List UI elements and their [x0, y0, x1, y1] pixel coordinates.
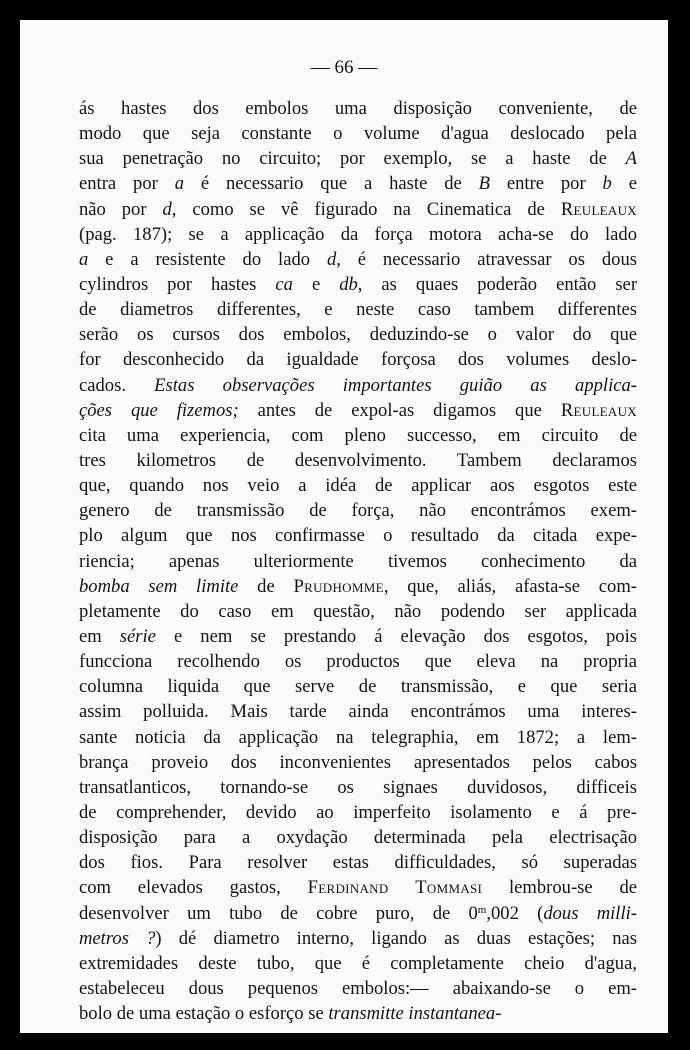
- text-run: desenvolver um tubo de cobre puro, de 0: [79, 902, 478, 924]
- text-line: [79, 121, 637, 146]
- text-line: [79, 322, 637, 347]
- text-line: [79, 247, 637, 272]
- text-run: de diametros differentes, e neste caso tambem differentes: [79, 299, 637, 321]
- italic-run: a: [174, 173, 184, 195]
- text-run: transatlanticos, tornando-se os signaes duvidosos, difficeis: [79, 776, 637, 798]
- text-run: cados.: [79, 374, 155, 396]
- text-run: e: [292, 273, 340, 295]
- text-run: entra por: [79, 173, 175, 195]
- italic-run: ções que fizemos;: [79, 399, 239, 421]
- text-line: [79, 197, 637, 222]
- text-run: for desconhecido da igualdade forçosa dos volumes deslo-: [79, 349, 637, 371]
- text-line: [79, 951, 637, 976]
- text-run: em: [79, 625, 120, 647]
- text-line: [79, 498, 637, 523]
- text-run: de comprehender, devido ao imperfeito isolamento e á pre-: [79, 801, 637, 823]
- text-run: , que, aliás, afasta-se com-: [383, 575, 637, 597]
- text-run: , é necessario atravessar os dous: [336, 248, 637, 270]
- small-caps-name: Ferdinand Tommasi: [307, 877, 483, 899]
- text-line: [79, 448, 637, 473]
- italic-run: transmitte instantanea-: [328, 1003, 502, 1025]
- text-run: e a resistente do lado: [88, 248, 327, 270]
- italic-run: b: [602, 173, 612, 195]
- text-line: [79, 599, 637, 624]
- text-line: [79, 725, 637, 750]
- text-line: [79, 1001, 637, 1026]
- text-run: sante noticia da applicação na telegraphia, em 1872; a lem-: [79, 726, 637, 748]
- text-line: [79, 875, 637, 900]
- italic-run: d: [326, 248, 337, 270]
- text-run: serão os cursos dos embolos, deduzindo-se o valor do que: [79, 324, 637, 346]
- text-line: [79, 825, 637, 850]
- text-run: de: [238, 575, 294, 597]
- text-run: disposição para a oxydação determinada pela electrisação: [79, 827, 637, 849]
- text-run: extremidades deste tubo, que é completamente cheio d'agua,: [79, 952, 637, 974]
- italic-run: d: [162, 198, 172, 220]
- text-run: com elevados gastos,: [79, 877, 308, 899]
- text-line: [79, 624, 637, 649]
- text-run: que, quando nos veio a idéa de applicar aos esgotos este: [79, 475, 637, 497]
- text-line: [79, 800, 637, 825]
- text-run: e nem se prestando á elevação dos esgotos, pois: [155, 625, 637, 647]
- text-run: columna liquida que serve de transmissão, e que seria: [79, 676, 637, 698]
- text-line: [79, 146, 637, 171]
- italic-run: série: [119, 625, 156, 647]
- italic-run: db: [339, 273, 358, 295]
- text-line: [79, 850, 637, 875]
- text-line: [79, 272, 637, 297]
- text-run: genero de transmissão de força, não encontrámos exem-: [79, 500, 637, 522]
- text-run: entre por: [489, 173, 603, 195]
- text-line: [79, 901, 637, 926]
- text-line: [79, 775, 637, 800]
- text-run: é necessario que a haste de: [183, 173, 479, 195]
- superscript: m: [477, 903, 487, 916]
- text-line: [79, 473, 637, 498]
- text-line: [79, 674, 637, 699]
- small-caps-name: Reuleaux: [560, 399, 637, 421]
- text-run: bolo de uma estação o esforço se: [79, 1003, 329, 1025]
- text-run: cylindros por hastes: [79, 273, 276, 295]
- text-line: [79, 523, 637, 548]
- text-line: [79, 222, 637, 247]
- book-page: [20, 20, 668, 1033]
- text-run: pletamente do caso em questão, não podendo ser applicada: [79, 600, 637, 622]
- page-number: — 66 —: [310, 57, 378, 78]
- text-run: plo algum que nos confirmasse o resultado da citada expe-: [79, 525, 637, 547]
- text-run: dos fios. Para resolver estas difficuldades, só superadas: [79, 852, 637, 874]
- text-run: brança proveio dos inconvenientes apresentados pelos cabos: [79, 751, 637, 773]
- text-run: , as quaes poderão então ser: [357, 273, 638, 295]
- italic-run: bomba sem limite: [79, 575, 239, 597]
- small-caps-name: Reuleaux: [560, 198, 637, 220]
- text-run: riencia; apenas ulteriormente tivemos conhecimento da: [79, 550, 637, 572]
- body-text: [79, 96, 637, 1026]
- text-run: cita uma experiencia, com pleno successo, em circuito de: [79, 424, 637, 446]
- small-caps-name: Prudhomme: [293, 575, 384, 597]
- text-line: [79, 574, 637, 599]
- text-line: [79, 373, 637, 398]
- italic-run: a: [79, 248, 89, 270]
- text-line: [79, 347, 637, 372]
- text-run: estabeleceu dous pequenos embolos:— abaixando-se o em-: [79, 977, 637, 999]
- text-run: funcciona recolhendo os productos que eleva na propria: [79, 651, 637, 673]
- italic-run: B: [478, 173, 490, 195]
- text-line: [79, 976, 637, 1001]
- text-run: (pag. 187); se a applicação da força motora acha-se do lado: [79, 223, 637, 245]
- text-run: lembrou-se de: [482, 877, 637, 899]
- text-line: [79, 750, 637, 775]
- text-run: não por: [79, 198, 163, 220]
- text-run: modo que seja constante o volume d'agua deslocado pela: [79, 123, 637, 145]
- text-run: tres kilometros de desenvolvimento. Tambem declaramos: [79, 449, 637, 471]
- text-run: ,002 (: [486, 902, 544, 924]
- text-run: ) dé diametro interno, ligando as duas estações; nas: [155, 927, 638, 949]
- italic-run: A: [625, 148, 637, 170]
- text-line: [79, 398, 637, 423]
- italic-run: ca: [275, 273, 293, 295]
- text-run: assim polluida. Mais tarde ainda encontrámos uma interes-: [79, 701, 637, 723]
- italic-run: Estas observações importantes guião as applica-: [154, 374, 637, 396]
- text-line: [79, 297, 637, 322]
- text-line: [79, 699, 637, 724]
- text-run: sua penetração no circuito; por exemplo, se a haste de: [79, 148, 626, 170]
- text-run: , como se vê figurado na Cinematica de: [171, 198, 561, 220]
- text-line: [79, 96, 637, 121]
- text-run: e: [611, 173, 637, 195]
- text-line: [79, 549, 637, 574]
- text-line: [79, 926, 637, 951]
- text-run: ás hastes dos embolos uma disposição conveniente, de: [79, 98, 637, 119]
- text-run: antes de expol-as digamos que: [238, 399, 561, 421]
- text-line: [79, 649, 637, 674]
- text-line: [79, 171, 637, 196]
- italic-run: metros ?: [79, 927, 156, 949]
- text-line: [79, 423, 637, 448]
- italic-run: dous milli-: [543, 902, 637, 924]
